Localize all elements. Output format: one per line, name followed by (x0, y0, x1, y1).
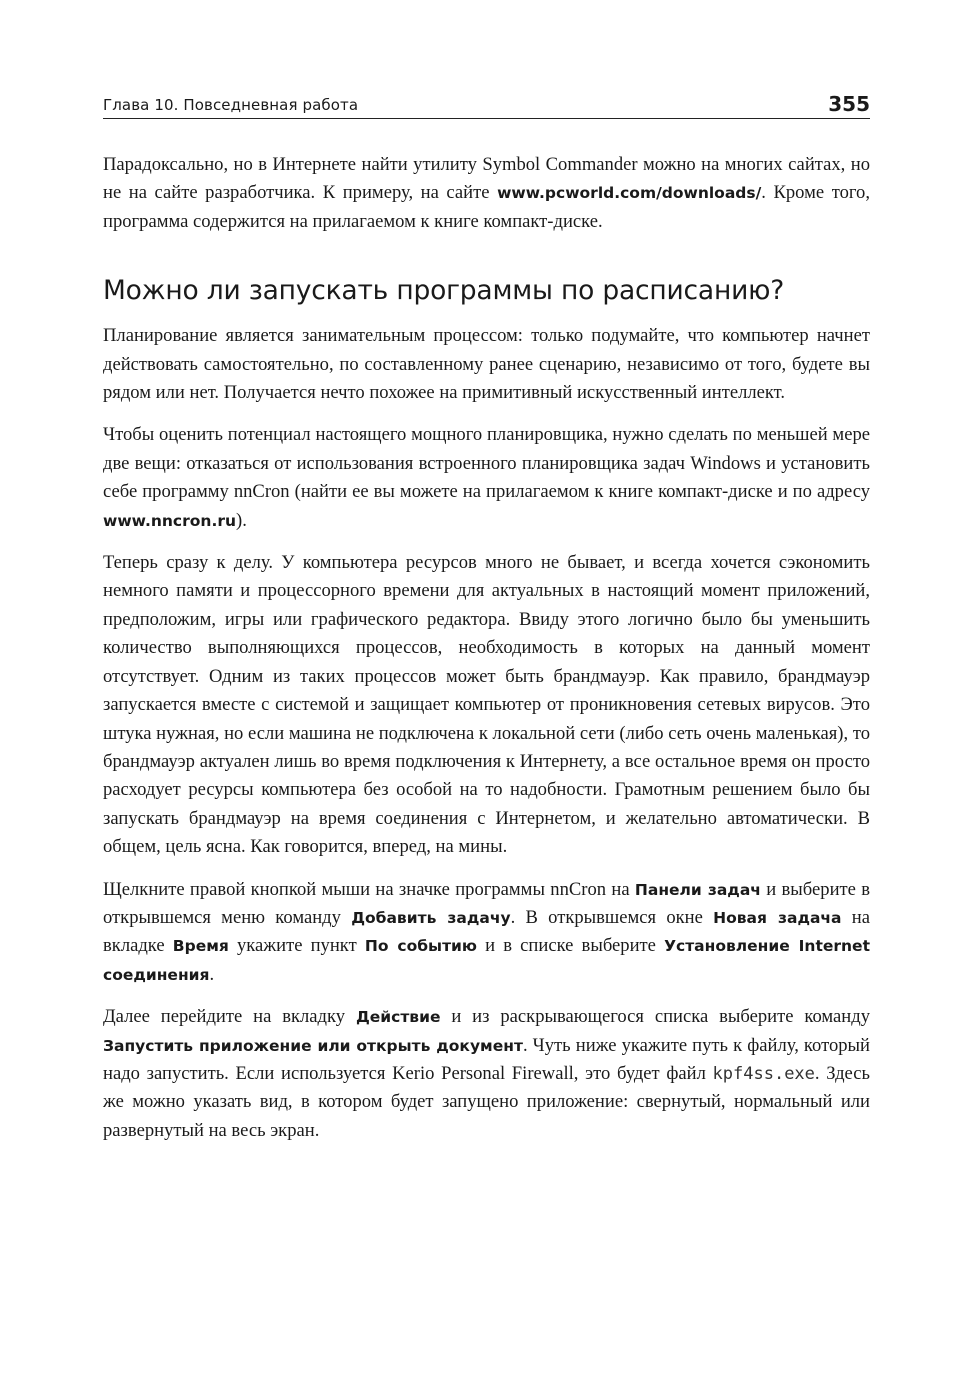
p4-text-4: на вкладке (103, 906, 870, 957)
taskbar-term: Панели задач (634, 880, 761, 899)
p4-text-5: укажите пункт (228, 935, 365, 957)
p2-text-2: ). (236, 509, 247, 531)
p4-text-1: Щелкните правой кнопкой мыши на значке программы nnCron на (103, 878, 635, 900)
on-event-term: По событию (364, 937, 477, 956)
p4-text-3: . В открывшемся окне (510, 906, 714, 928)
firewall-filename: kpf4ss.exe (712, 1063, 815, 1084)
intro-text-2: . Кроме того, программа содержится на прилагаемом к книге компакт-диске. (103, 182, 870, 232)
chapter-title: Глава 10. Повседневная работа (103, 96, 359, 114)
paragraph-nncron (103, 421, 870, 535)
section-heading: Можно ли запускать программы по расписанию? (103, 275, 785, 307)
p5-text-1: Далее перейдите на вкладку (103, 1006, 356, 1028)
p4-text-2: и выберите в открывшемся меню команду (103, 878, 870, 928)
paragraph-scheduling-intro: Планирование является занимательным процессом: только подумайте, что компьютер начнет действовать самостоятельно, по составленному ранее сценарию, независимо от того, будете вы рядом или нет. Получается нечто похожее на примитивный искусственный интеллект. (103, 325, 870, 404)
pcworld-link: www.pcworld.com/downloads/ (497, 184, 762, 203)
nncron-link: www.nncron.ru (103, 511, 237, 530)
paragraph-action (103, 1003, 870, 1145)
run-app-term: Запустить приложение или открыть документ (103, 1036, 523, 1055)
p5-text-2: и из раскрывающегося списка выберите команду (440, 1006, 870, 1028)
action-tab-term: Действие (355, 1008, 441, 1027)
page-number: 355 (828, 92, 870, 116)
p4-text-7: . (209, 963, 215, 985)
book-page (103, 88, 870, 1145)
add-task-term: Добавить задачу (351, 908, 511, 927)
time-tab-term: Время (172, 937, 229, 956)
p4-text-6: и в списке выберите (476, 935, 665, 957)
running-header (103, 88, 870, 119)
new-task-term: Новая задача (713, 908, 842, 927)
internet-connection-term: Установление Internet соединения (103, 937, 870, 984)
intro-paragraph (103, 151, 870, 236)
p5-text-3: . Чуть ниже укажите путь к файлу, который надо запустить. Если используется Kerio Personal Firewall, это будет файл (103, 1034, 870, 1084)
paragraph-add-task (103, 876, 870, 990)
p5-text-4: . Здесь же можно указать вид, в котором будет запущено приложение: свернутый, нормальный или развернутый на весь экран. (103, 1062, 870, 1141)
paragraph-firewall: Теперь сразу к делу. У компьютера ресурсов много не бывает, и всегда хочется сэкономить немного памяти и процессорного времени для актуальных в настоящий момент приложений, предположим, игры или графического редактора. Ввиду этого логично было бы уменьшить количество выполняющихся процессов, необходимость в которых на данный момент отсутствует. Одним из таких процессов может быть брандмауэр. Как правило, брандмауэр запускается вместе с системой и защищает компьютер от проникновения сетевых вирусов. Это штука нужная, но если машина не подключена к локальной сети (либо сеть очень маленькая), то брандмауэр актуален лишь во время подключения к Интернету, а все остальное время он просто расходует ресурсы компьютера без особой на то надобности. Грамотным решением было бы запускать брандмауэр на время соединения с Интернетом, и желательно автоматически. В общем, цель ясна. Как говорится, вперед, на мины. (103, 552, 870, 858)
p2-text-1: Чтобы оценить потенциал настоящего мощного планировщика, нужно сделать по меньшей мере две вещи: отказаться от использования встроенного планировщика задач Windows и установить себе программу nnCron (найти ее вы можете на прилагаемом к книге компакт-диске и по адресу (103, 424, 870, 503)
intro-text-1: Парадоксально, но в Интернете найти утилиту Symbol Commander можно на многих сайтах, но не на сайте разработчика. К примеру, на сайте (103, 154, 870, 204)
